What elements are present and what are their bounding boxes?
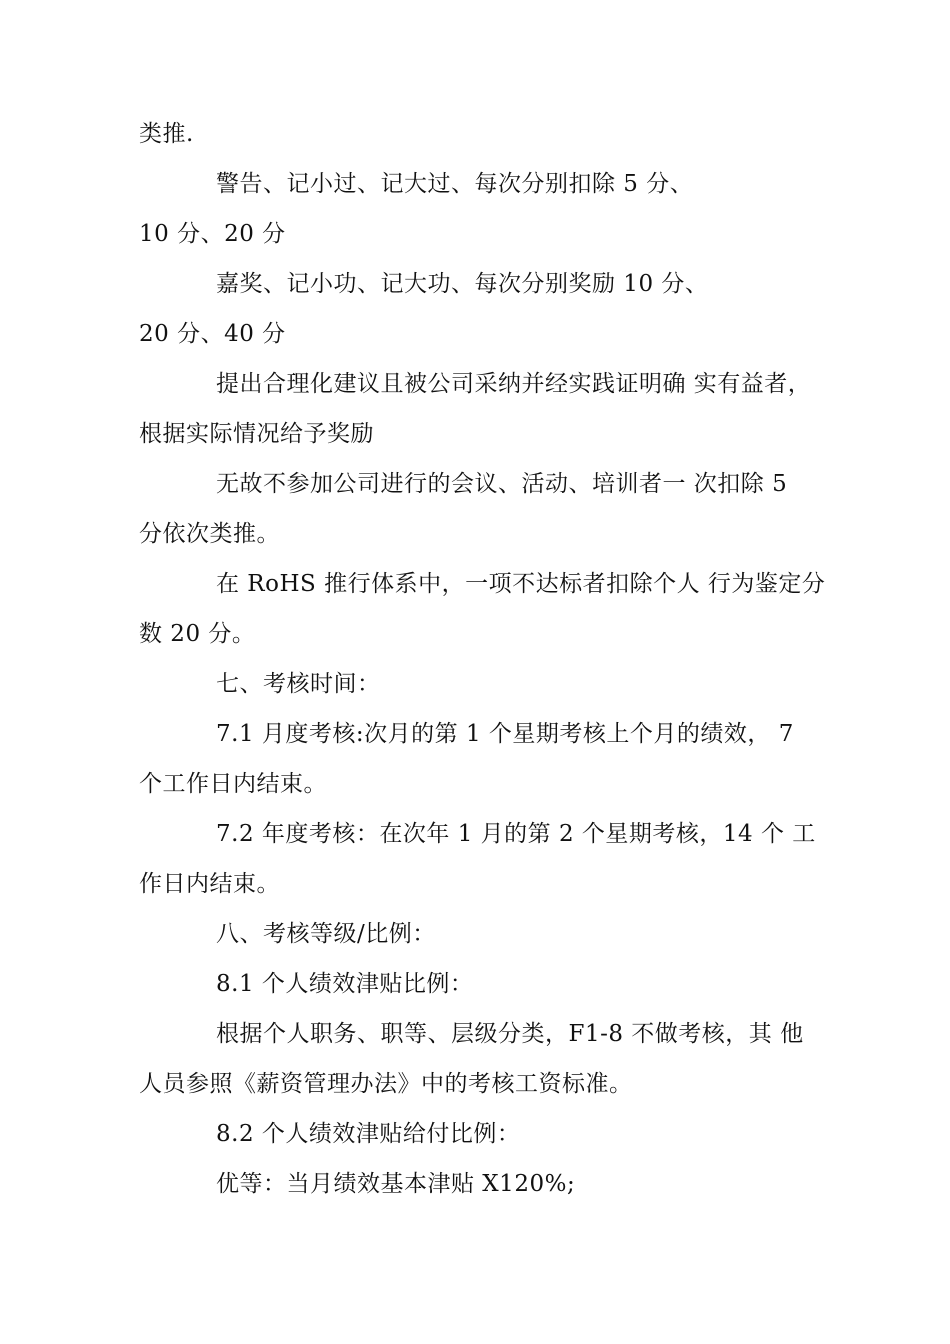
text-line: 根据个人职务、职等、层级分类，F1-8 不做考核，其 他 — [216, 1021, 804, 1047]
text-line: 在 RoHS 推行体系中，一项不达标者扣除个人 行为鉴定分 — [216, 571, 826, 597]
section-heading: 八、考核等级/比例： — [216, 921, 436, 947]
text-line: 类推. — [139, 121, 194, 147]
text-line: 个工作日内结束。 — [139, 771, 327, 797]
text-line: 7.1 月度考核:次月的第 1 个星期考核上个月的绩效， 7 — [216, 721, 794, 747]
text-line: 20 分、40 分 — [139, 321, 286, 347]
text-line: 优等：当月绩效基本津贴 X120%; — [216, 1171, 576, 1197]
text-line: 数 20 分。 — [139, 621, 256, 647]
text-line: 7.2 年度考核：在次年 1 月的第 2 个星期考核，14 个 工 — [216, 821, 816, 847]
text-line: 根据实际情况给予奖励 — [139, 421, 374, 447]
text-line: 无故不参加公司进行的会议、活动、培训者一 次扣除 5 — [216, 471, 788, 497]
text-line: 10 分、20 分 — [139, 221, 286, 247]
text-line: 人员参照《薪资管理办法》中的考核工资标准。 — [139, 1071, 633, 1097]
text-line: 分依次类推。 — [139, 521, 280, 547]
text-line: 警告、记小过、记大过、每次分别扣除 5 分、 — [216, 171, 694, 197]
text-line: 提出合理化建议且被公司采纳并经实践证明确 实有益者， — [216, 371, 812, 397]
text-line: 作日内结束。 — [139, 871, 280, 897]
subsection-heading: 8.2 个人绩效津贴给付比例： — [216, 1121, 521, 1147]
section-heading: 七、考核时间： — [216, 671, 381, 697]
subsection-heading: 8.1 个人绩效津贴比例： — [216, 971, 474, 997]
text-line: 嘉奖、记小功、记大功、每次分别奖励 10 分、 — [216, 271, 709, 297]
